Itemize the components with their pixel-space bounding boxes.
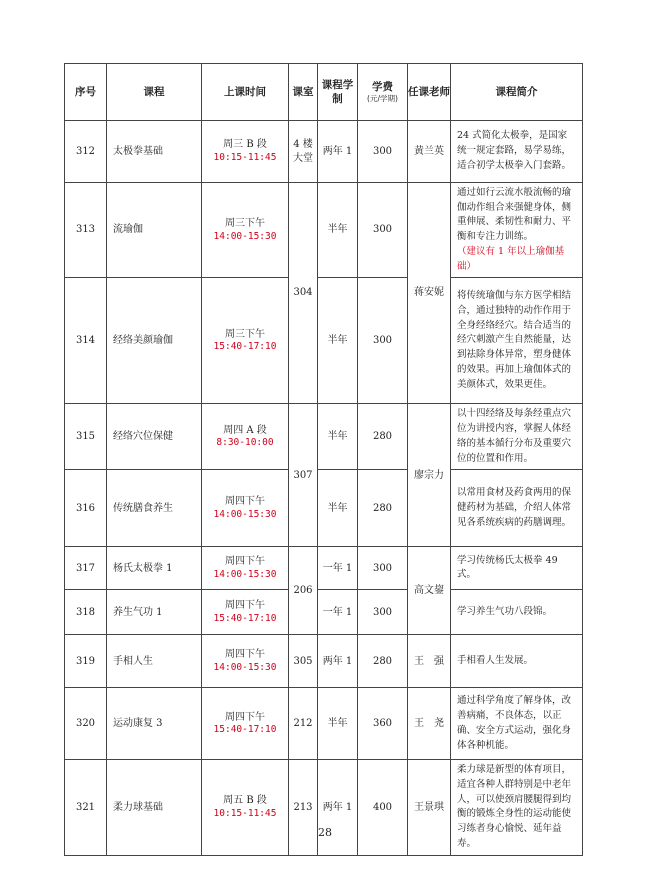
seq-cell: 318 [65, 590, 107, 635]
fee-cell: 400 [358, 760, 408, 855]
header-fee [358, 64, 408, 121]
table-row [65, 547, 583, 590]
table-row [65, 635, 583, 688]
header-intro: 课程简介 [451, 64, 583, 121]
time-range: 10:15-11:45 [213, 807, 277, 819]
room-cell: 206 [289, 547, 318, 635]
table-row [65, 404, 583, 470]
seq-cell: 320 [65, 688, 107, 760]
table-row [65, 688, 583, 760]
intro-text: 通过如行云流水般流畅的瑜伽动作组合来强健身体，侧重伸展、柔韧性和耐力、平衡和专注力训练。 [457, 187, 572, 243]
time-range: 15:40-17:10 [213, 341, 277, 353]
term-cell: 一年 1 [318, 590, 358, 635]
teacher-cell: 高文鋆 [408, 547, 451, 635]
table-row [65, 760, 583, 855]
header-time: 上课时间 [202, 64, 289, 121]
term-cell: 一年 1 [318, 547, 358, 590]
course-name: 养生气功 1 [107, 590, 202, 635]
table-row [65, 470, 583, 547]
term-cell: 两年 1 [318, 635, 358, 688]
teacher-cell: 王景琪 [408, 760, 451, 855]
time-range: 14:00-15:30 [213, 230, 277, 242]
header-seq: 序号 [65, 64, 107, 121]
room-cell: 213 [289, 760, 318, 855]
time-range: 14:00-15:30 [213, 568, 277, 580]
day-label: 周四下午 [225, 711, 265, 723]
teacher-cell: 廖宗力 [408, 404, 451, 547]
fee-cell: 300 [358, 121, 408, 183]
day-label: 周三下午 [225, 328, 265, 340]
term-cell: 两年 1 [318, 760, 358, 855]
intro-cell: 学习传统杨氏太极拳 49 式。 [451, 547, 583, 590]
course-name: 手相人生 [107, 635, 202, 688]
course-name: 流瑜伽 [107, 183, 202, 278]
day-label: 周四下午 [225, 556, 265, 568]
time-range: 15:40-17:10 [213, 612, 277, 624]
seq-cell: 317 [65, 547, 107, 590]
time-range: 8:30-10:00 [216, 437, 274, 449]
seq-cell: 312 [65, 121, 107, 183]
header-row [65, 64, 583, 121]
fee-cell: 280 [358, 404, 408, 470]
header-term: 课程学制 [318, 64, 358, 121]
time-cell [202, 688, 289, 760]
course-name: 经络穴位保健 [107, 404, 202, 470]
header-teacher: 任课老师 [408, 64, 451, 121]
intro-cell: 学习养生气功八段锦。 [451, 590, 583, 635]
intro-cell: 24 式简化太极拳，是国家统一规定套路，易学易练，适合初学太极拳入门套路。 [451, 121, 583, 183]
time-cell [202, 183, 289, 278]
intro-cell: 柔力球是新型的体育项目，适宜各种人群特别是中老年人，可以使颈肩腰腿得到均衡的锻炼全身性的运动能使习练者身心愉悦、延年益寿。 [451, 760, 583, 855]
room-cell: 304 [289, 183, 318, 404]
room-cell: 305 [289, 635, 318, 688]
teacher-cell: 黄兰英 [408, 121, 451, 183]
time-cell [202, 404, 289, 470]
seq-cell: 316 [65, 470, 107, 547]
term-cell: 半年 [318, 688, 358, 760]
fee-cell: 300 [358, 590, 408, 635]
time-range: 15:40-17:10 [213, 724, 277, 736]
time-range: 14:00-15:30 [213, 508, 277, 520]
time-range: 10:15-11:45 [213, 151, 277, 163]
day-label: 周四下午 [225, 496, 265, 508]
term-cell: 半年 [318, 183, 358, 278]
time-cell [202, 635, 289, 688]
room-cell: 307 [289, 404, 318, 547]
seq-cell: 313 [65, 183, 107, 278]
fee-cell: 360 [358, 688, 408, 760]
time-cell [202, 547, 289, 590]
intro-note: （建议有 1 年以上瑜伽基础） [457, 245, 565, 272]
room-cell: 212 [289, 688, 318, 760]
fee-cell: 300 [358, 547, 408, 590]
time-range: 14:00-15:30 [213, 661, 277, 673]
intro-cell: 以常用食材及药食两用的保健药材为基础，介绍人体常见各系统疾病的药膳调理。 [451, 470, 583, 547]
header-fee-unit: (元/学期) [367, 94, 398, 104]
intro-cell: 以十四经络及每条经重点穴位为讲授内容，掌握人体经络的基本循行分布及重要穴位的位置和作用。 [451, 404, 583, 470]
day-label: 周三下午 [225, 218, 265, 229]
course-name: 太极拳基础 [107, 121, 202, 183]
time-cell [202, 590, 289, 635]
header-room: 课室 [289, 64, 318, 121]
seq-cell: 315 [65, 404, 107, 470]
teacher-cell: 蒋安妮 [408, 183, 451, 404]
fee-cell: 300 [358, 278, 408, 404]
intro-cell: 通过科学角度了解身体，改善病痛，不良体态，以正确、安全方式运动，强化身体各种机能。 [451, 688, 583, 760]
table-row [65, 590, 583, 635]
seq-cell: 314 [65, 278, 107, 404]
course-name: 经络美颜瑜伽 [107, 278, 202, 404]
teacher-cell: 王 强 [408, 635, 451, 688]
fee-cell: 280 [358, 470, 408, 547]
page-number: 28 [318, 826, 332, 839]
day-label: 周四 A 段 [223, 424, 267, 436]
course-name: 运动康复 3 [107, 688, 202, 760]
day-label: 周四下午 [225, 600, 265, 612]
time-cell [202, 760, 289, 855]
intro-cell [451, 183, 583, 278]
day-label: 周三 B 段 [223, 139, 267, 151]
course-name: 杨氏太极拳 1 [107, 547, 202, 590]
time-cell [202, 121, 289, 183]
term-cell: 半年 [318, 470, 358, 547]
day-label: 周五 B 段 [223, 795, 267, 807]
table-row [65, 121, 583, 183]
header-fee-label: 学费 [372, 80, 393, 93]
seq-cell: 319 [65, 635, 107, 688]
term-cell: 两年 1 [318, 121, 358, 183]
teacher-cell: 王 尧 [408, 688, 451, 760]
course-table [64, 63, 583, 856]
course-name: 传统膳食养生 [107, 470, 202, 547]
day-label: 周四下午 [225, 649, 265, 661]
term-cell: 半年 [318, 404, 358, 470]
table-row [65, 278, 583, 404]
seq-cell: 321 [65, 760, 107, 855]
room-cell: 4 楼大堂 [289, 121, 318, 183]
time-cell [202, 278, 289, 404]
intro-cell: 手相看人生发展。 [451, 635, 583, 688]
term-cell: 半年 [318, 278, 358, 404]
time-cell [202, 470, 289, 547]
course-name: 柔力球基础 [107, 760, 202, 855]
fee-cell: 280 [358, 635, 408, 688]
intro-cell: 将传统瑜伽与东方医学相结合，通过独特的动作作用于全身经络经穴。结合适当的经穴刺激产生自然能量，达到祛除身体异常，塑身健体的效果。再加上瑜伽体式的美颜体式，效果更佳。 [451, 278, 583, 404]
fee-cell: 300 [358, 183, 408, 278]
table-row [65, 183, 583, 278]
header-course: 课程 [107, 64, 202, 121]
